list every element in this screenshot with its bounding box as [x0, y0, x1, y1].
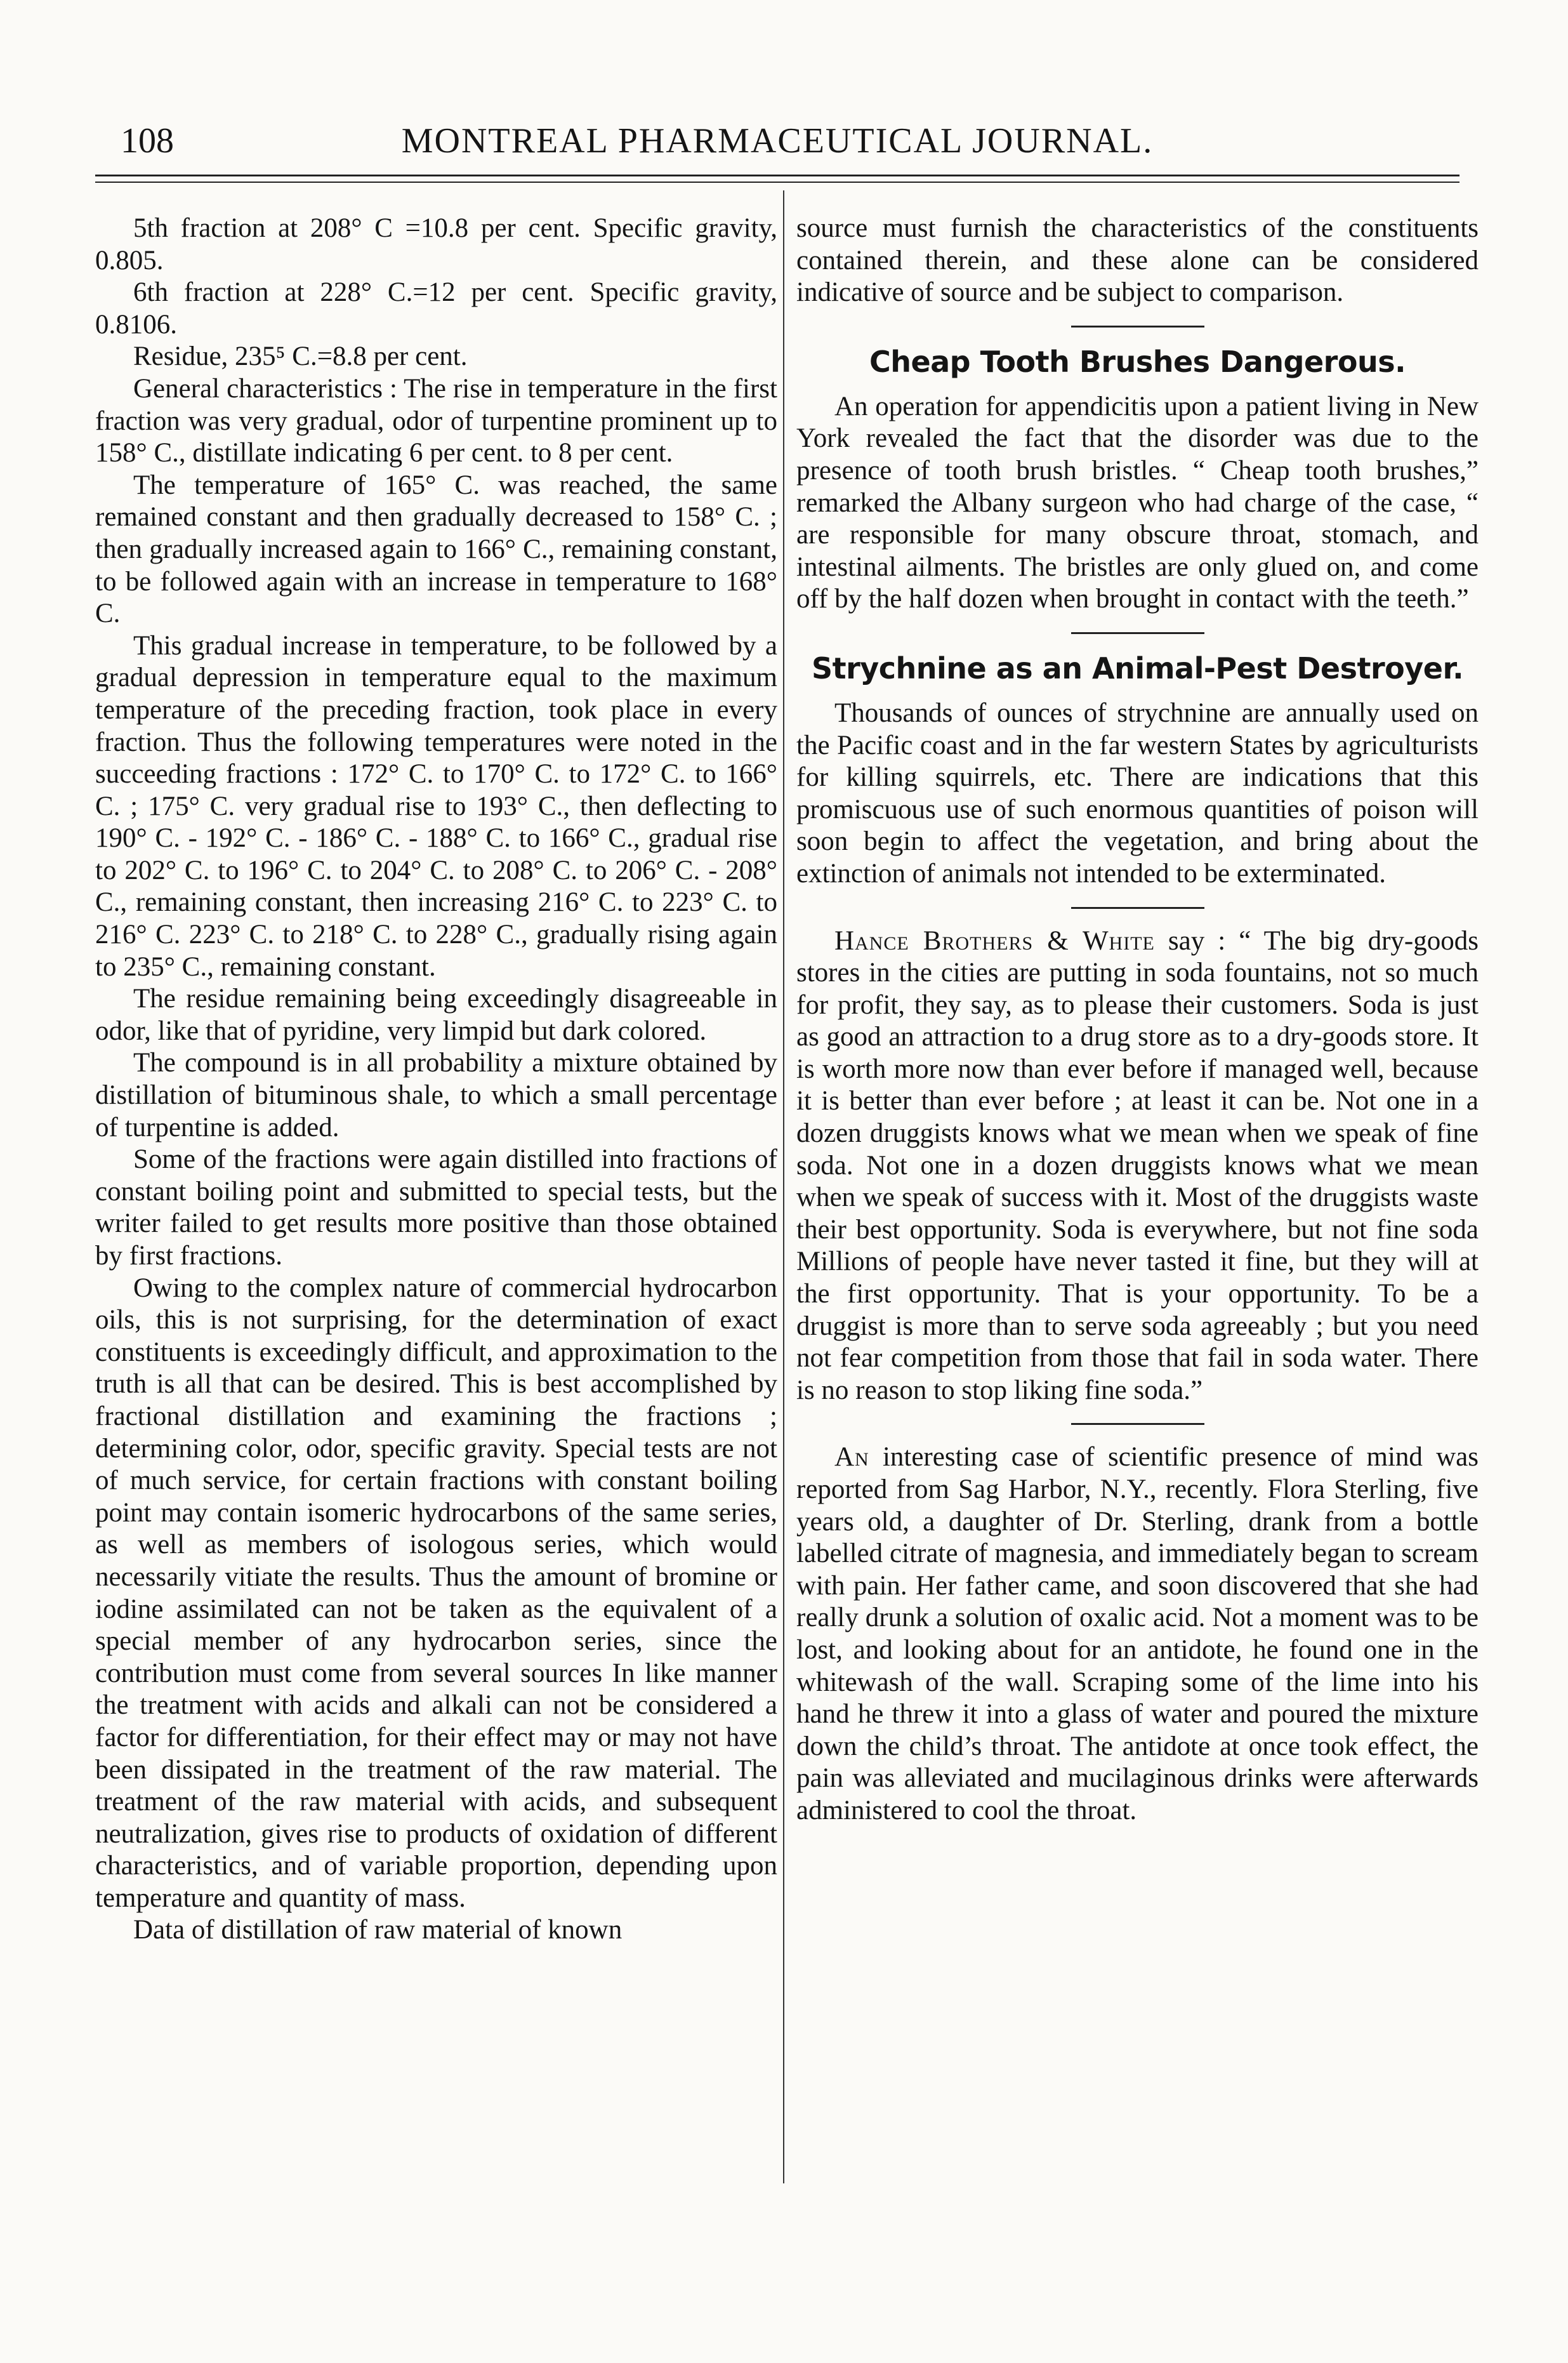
- header-rule: [95, 175, 1459, 176]
- continuation-paragraph: source must furnish the characteristics of the constituents contained therein, and these alone can be considered indicative of source and be subject to comparison.: [796, 213, 1479, 308]
- article-text: say : “ The big dry-goods stores in the cities are putting in soda fountains, not so much for profit, they say, as to please their customers. Soda is just as good an attraction to a drug store as to a dry-goods store. It is worth more now than ever before if managed well, because it is better than ever before ; at least it can be. Not one in a dozen druggists knows what we mean when we speak of fine soda. Not one in a dozen druggists knows what we mean when we speak of success with it. Most of the druggists waste their best opportunity. Soda is everywhere, but not fine soda Millions of people have never tasted it fine, but they will at the first opportunity. That is your opportunity. To be a druggist is more than to serve soda agreeably ; but you need not fear competition from those that fail in soda water. There is no reason to stop liking fine soda.”: [796, 925, 1479, 1405]
- left-column: [95, 213, 777, 1947]
- article-text: interesting case of scientific presence of mind was reported from Sag Harbor, N.Y., recently. Flora Sterling, five years old, a daughter of Dr. Sterling, drank from a bottle labelled citrate of magnesia, and immediately began to scream with pain. Her father came, and soon discovered that she had really drunk a solution of oxalic acid. Not a moment was to be lost, and looking about for an antidote, he found one in the whitewash of the wall. Scraping some of the lime into his hand he threw it into a glass of water and poured the mixture down the child’s throat. The antidote at once took effect, the pain was alleviated and mucilaginous drinks were afterwards administered to cool the throat.: [796, 1442, 1479, 1825]
- article-lead-words: Hance Brothers & White: [834, 925, 1155, 956]
- article-body: [796, 1441, 1479, 1827]
- paragraph: This gradual increase in temperature, to be followed by a gradual depression in temperature equal to the maximum temperature of the preceding fraction, took place in every fraction. Thus the following temperatures were noted in the succeeding fractions : 172° C. to 170° C. to 172° C. to 166° C. ; 175° C. very gradual rise to 193° C., then deflecting to 190° C. - 192° C. - 186° C. - 188° C. to 166° C., gradual rise to 202° C. to 196° C. to 204° C. to 208° C. to 206° C. - 208° C., remaining constant, then increasing 216° C. to 223° C. to 216° C. 223° C. to 218° C. to 228° C., gradually rising again to 235° C., remaining constant.: [95, 630, 777, 982]
- article-body: An operation for appendicitis upon a patient living in New York revealed the fact that the disorder was due to the presence of tooth brush bristles. “ Cheap tooth brushes,” remarked the Albany surgeon who had charge of the case, “ are responsible for many obscure throat, stomach, and intestinal ailments. The bristles are only glued on, and come off by the half dozen when brought in contact with the teeth.”: [796, 391, 1479, 614]
- section-separator: [1071, 1423, 1204, 1425]
- article-lead-words: An: [834, 1442, 869, 1473]
- paragraph: Some of the fractions were again distilled into fractions of constant boiling point and submitted to special tests, but the writer failed to get results more positive than those obtained by first fractions.: [95, 1144, 777, 1271]
- column-divider: [783, 190, 784, 2183]
- right-column: [796, 213, 1479, 1827]
- paragraph: Data of distillation of raw material of known: [133, 1915, 623, 1945]
- paragraph: General characteristics : The rise in temperature in the first fraction was very gradual, odor of turpentine prominent up to 158° C., distillate indicating 6 per cent. to 8 per cent.: [95, 373, 777, 468]
- section-separator: [1071, 907, 1204, 909]
- page-header: [95, 121, 1459, 171]
- article-headline: Cheap Tooth Brushes Dangerous.: [869, 344, 1406, 379]
- paragraph: 6th fraction at 228° C.=12 per cent. Specific gravity, 0.8106.: [95, 277, 777, 340]
- header-rule-thin: [95, 182, 1459, 183]
- paragraph: Residue, 235⁵ C.=8.8 per cent.: [133, 341, 468, 372]
- paragraph: The temperature of 165° C. was reached, the same remained constant and then gradually decreased to 158° C. ; then gradually increased again to 166° C., remaining constant, to be followed again with an increase in temperature to 168° C.: [95, 470, 777, 629]
- page-number: 108: [121, 121, 174, 161]
- section-separator: [1071, 632, 1204, 634]
- journal-title: MONTREAL PHARMACEUTICAL JOURNAL.: [401, 121, 1154, 161]
- paragraph: 5th fraction at 208° C =10.8 per cent. Specific gravity, 0.805.: [95, 213, 777, 275]
- section-separator: [1071, 326, 1204, 328]
- paragraph: The compound is in all probability a mixture obtained by distillation of bituminous shale, to which a small percentage of turpentine is added.: [95, 1048, 777, 1142]
- article-body: [796, 925, 1479, 1407]
- paragraph: Owing to the complex nature of commercial hydrocarbon oils, this is not surprising, for the determination of exact constituents is exceedingly difficult, and approximation to the truth is all that can be desired. This is best accomplished by fractional distillation and examining the fractions ; determining color, odor, specific gravity. Special tests are not of much service, for certain fractions with constant boiling point may contain isomeric hydrocarbons of the same series, as well as members of isologous series, which would necessarily vitiate the results. Thus the amount of bromine or iodine assimilated can not be taken as the equivalent of a special member of any hydrocarbon series, since the contribution must come from several sources In like manner the treatment with acids and alkali can not be considered a factor for differentiation, for their effect may or may not have been dissipated in the treatment of the raw material. The treatment of the raw material with acids, and subsequent neutralization, gives rise to products of oxidation of different characteristics, and of variable proportion, depending upon temperature and quantity of mass.: [95, 1273, 777, 1913]
- paragraph: The residue remaining being exceedingly disagreeable in odor, like that of pyridine, very limpid but dark colored.: [95, 984, 777, 1046]
- article-headline: Strychnine as an Animal-Pest Destroyer.: [811, 651, 1464, 685]
- article-body: Thousands of ounces of strychnine are annually used on the Pacific coast and in the far western States by agriculturists for killing squirrels, etc. There are indications that this promiscuous use of such enormous quantities of poison will soon begin to affect the vegetation, and bring about the extinction of animals not intended to be exterminated.: [796, 698, 1479, 889]
